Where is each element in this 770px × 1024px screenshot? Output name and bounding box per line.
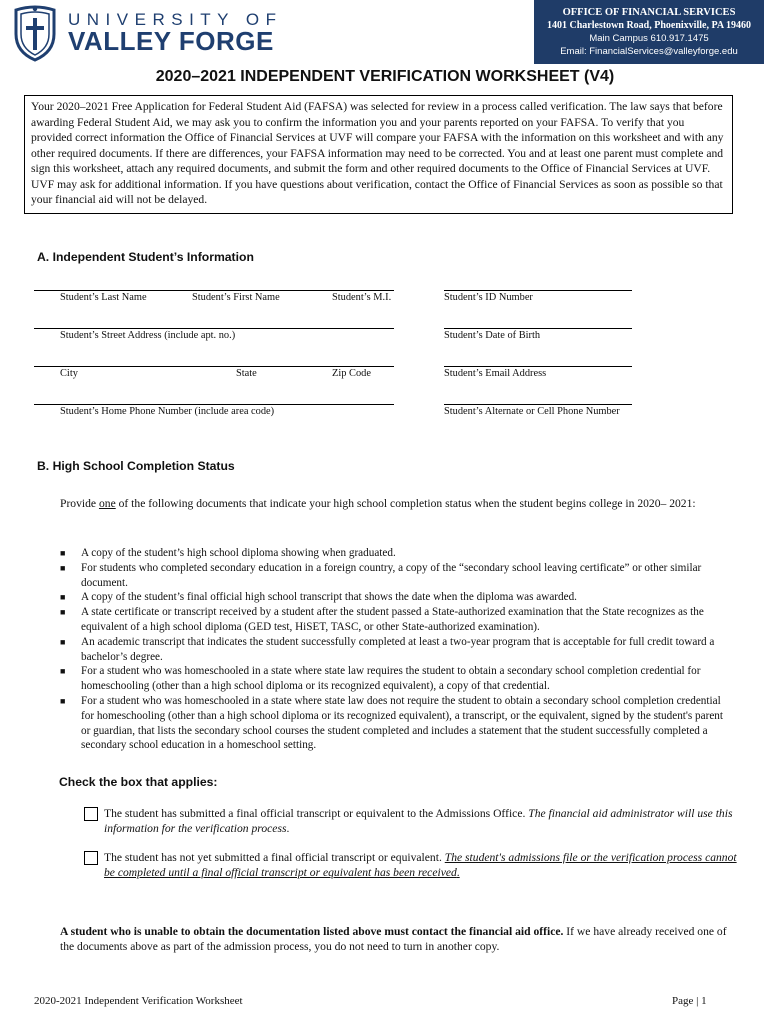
email-line[interactable] xyxy=(444,366,632,367)
list-item: ■ For a student who was homeschooled in a state where state law does not require the student to obtain a secondary school completion credential for homeschooling (other than a high school diploma or its recognized equivalent), a transcript, or the equivalent, signed by the student's parent or guardian, that lists the secondary school courses the student completed and includes a statement that the student successfully completed a secondary school education in a homeschool setting. xyxy=(60,694,724,752)
square-bullet-icon: ■ xyxy=(60,562,66,573)
page-title: 2020–2021 INDEPENDENT VERIFICATION WORKSHEET (V4) xyxy=(155,68,615,85)
dob-label: Student’s Date of Birth xyxy=(444,330,541,341)
city-state-zip-line[interactable] xyxy=(34,366,394,367)
transcript-not-submitted-text: The student has not yet submitted a final official transcript or equivalent. The student's admissions file or the verification process cannot be completed until a final official transcript or equivalent has been received. xyxy=(104,851,737,879)
zip-label: Zip Code xyxy=(332,368,371,379)
office-phone: Main Campus 610.917.1475 xyxy=(589,33,709,44)
dob-line[interactable] xyxy=(444,328,632,329)
office-name: OFFICE OF FINANCIAL SERVICES xyxy=(562,7,736,18)
square-bullet-icon: ■ xyxy=(60,607,66,618)
transcript-submitted-text: The student has submitted a final official transcript or equivalent to the Admissions Office. The financial aid administrator will use this information for the verification process. xyxy=(104,807,733,835)
id-number-label: Student’s ID Number xyxy=(444,292,533,303)
shield-cross-icon xyxy=(12,4,58,62)
list-item: ■ A state certificate or transcript received by a student after the student passed a State-authorized examination that the State recognizes as the equivalent of a high school diploma (GED test, HiSET, TASC, or other State-authorized examination). xyxy=(60,606,704,633)
square-bullet-icon: ■ xyxy=(60,695,66,706)
home-phone-label: Student’s Home Phone Number (include area code) xyxy=(60,406,275,417)
list-item: ■ An academic transcript that indicates the student successfully completed at least a two-year program that is acceptable for full credit toward a bachelor’s degree. xyxy=(60,635,715,663)
first-name-label: Student’s First Name xyxy=(192,292,280,303)
square-bullet-icon: ■ xyxy=(60,636,66,647)
email-label: Student’s Email Address xyxy=(444,368,547,379)
last-name-label: Student’s Last Name xyxy=(60,292,147,303)
closing-note xyxy=(60,924,730,954)
closing-bold: A student who is unable to obtain the documentation listed above must contact the financial aid office. xyxy=(60,925,564,938)
closing-plain: If we have already received one of the documents above as part of the admission process, you do not need to turn in another copy. xyxy=(60,925,727,953)
office-address: 1401 Charlestown Road, Phoenixville, PA 19460 xyxy=(547,20,751,31)
provide-instruction xyxy=(60,496,700,511)
alt-phone-line[interactable] xyxy=(444,404,632,405)
id-number-line[interactable] xyxy=(444,290,632,291)
transcript-not-submitted-checkbox[interactable] xyxy=(84,851,98,865)
alt-phone-label: Student’s Alternate or Cell Phone Number xyxy=(444,406,620,417)
provide-post: of the following documents that indicate your high school completion status when the student begins college in 2020– 2021: xyxy=(115,497,696,510)
footer-title: 2020-2021 Independent Verification Worksheet xyxy=(34,995,243,1007)
section-b-heading: B. High School Completion Status xyxy=(37,459,235,473)
list-item: ■ A copy of the student’s high school diploma showing when graduated. xyxy=(60,547,396,559)
logo-valley-forge: VALLEY FORGE xyxy=(68,26,274,56)
name-line[interactable] xyxy=(34,290,394,291)
section-a-heading: A. Independent Student’s Information xyxy=(37,250,254,264)
page-number: Page | 1 xyxy=(672,995,707,1007)
provide-one: one xyxy=(98,497,116,510)
provide-pre: Provide xyxy=(60,497,99,510)
intro-paragraph: Your 2020–2021 Free Application for Federal Student Aid (FAFSA) was selected for review in a process called verification. The law says that before awarding Federal Student Aid, we may ask you to confirm the information you and your parents reported on your FAFSA. To verify that you provided correct information the Office of Financial Services at UVF will compare your FAFSA with the information on this worksheet and with any other required documents. If there are differences, your FAFSA information may need to be corrected. You and at least one parent must complete and sign this worksheet, attach any required documents, and submit the form and other required documents to the Office of Financial Services at UVF. UVF may ask for additional information. If you have questions about verification, contact the Office of Financial Services as soon as possible so that your financial aid will not be delayed. xyxy=(24,95,733,214)
street-label: Student’s Street Address (include apt. no.) xyxy=(60,330,236,341)
square-bullet-icon: ■ xyxy=(60,592,66,603)
office-email: Email: FinancialServices@valleyforge.edu xyxy=(560,46,738,57)
city-label: City xyxy=(60,368,78,379)
square-bullet-icon: ■ xyxy=(60,666,66,677)
home-phone-line[interactable] xyxy=(34,404,394,405)
office-info-box xyxy=(534,0,764,64)
street-line[interactable] xyxy=(34,328,394,329)
mi-label: Student’s M.I. xyxy=(332,292,392,303)
transcript-submitted-checkbox[interactable] xyxy=(84,807,98,821)
document-list xyxy=(60,546,730,753)
list-item: ■ For students who completed secondary education in a foreign country, a copy of the “secondary school leaving certificate” or other similar document. xyxy=(60,561,702,589)
list-item: ■ A copy of the student’s final official high school transcript that shows the date when the diploma was awarded. xyxy=(60,591,577,604)
check-box-heading: Check the box that applies: xyxy=(59,775,218,789)
state-label: State xyxy=(236,368,257,379)
logo-university-of: UNIVERSITY OF xyxy=(68,10,283,29)
list-item: ■ For a student who was homeschooled in a state where state law requires the student to obtain a secondary school completion credential for homeschooling (other than a high school diploma or its recognized equivalent), a copy of that credential. xyxy=(60,665,701,693)
square-bullet-icon: ■ xyxy=(60,548,66,558)
